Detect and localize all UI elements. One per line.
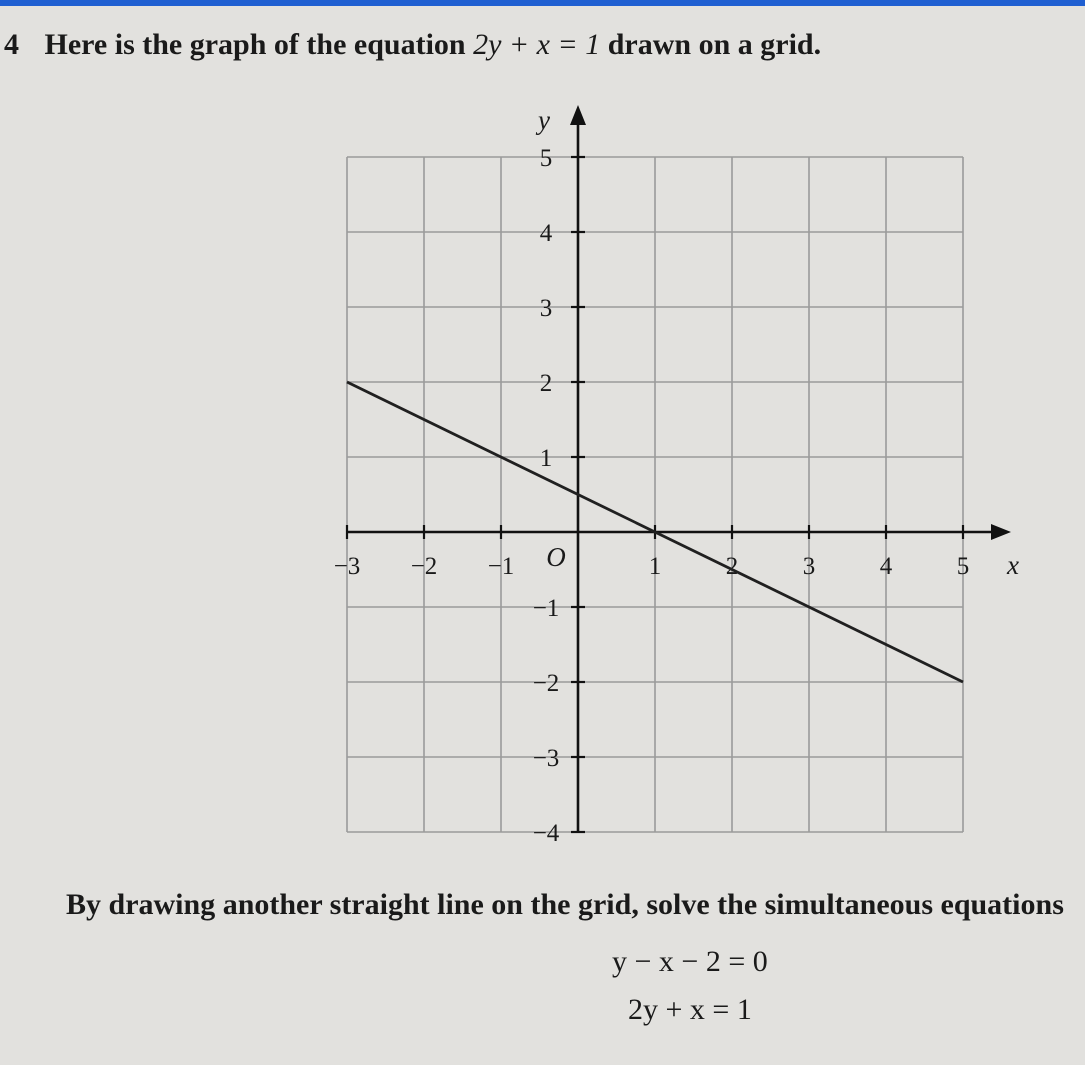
question-text-after: drawn on a grid. xyxy=(607,28,822,61)
origin-label: O xyxy=(546,542,566,572)
y-tick-label: 2 xyxy=(539,370,553,397)
y-tick-label: −1 xyxy=(532,595,560,622)
y-tick-label: −4 xyxy=(532,820,560,847)
question-number: 4 xyxy=(4,28,19,61)
instruction-text: By drawing another straight line on the grid, solve the simultaneous equations xyxy=(66,888,1064,921)
equation-2: 2y + x = 1 xyxy=(628,993,752,1026)
y-tick-label: 4 xyxy=(539,220,553,247)
y-tick-label: 5 xyxy=(539,145,553,172)
x-tick-label: 3 xyxy=(802,553,816,580)
x-tick-label: 5 xyxy=(956,553,970,580)
x-axis-label: x xyxy=(1007,550,1019,580)
x-tick-label: −2 xyxy=(410,553,438,580)
x-tick-label: 4 xyxy=(879,553,893,580)
y-tick-label: −3 xyxy=(532,745,560,772)
y-tick-label: 3 xyxy=(539,295,553,322)
y-axis-label: y xyxy=(538,105,550,135)
y-axis-arrow xyxy=(570,105,586,125)
x-tick-label: −1 xyxy=(487,553,515,580)
x-tick-label: 2 xyxy=(725,553,739,580)
question-equation: 2y + x = 1 xyxy=(473,28,601,61)
x-axis-arrow xyxy=(991,524,1011,540)
question-text-before: Here is the graph of the equation xyxy=(44,28,466,61)
equation-1: y − x − 2 = 0 xyxy=(612,945,768,978)
y-tick-label: −2 xyxy=(532,670,560,697)
y-tick-label: 1 xyxy=(539,445,553,472)
x-tick-label: 1 xyxy=(648,553,662,580)
x-tick-label: −3 xyxy=(333,553,361,580)
